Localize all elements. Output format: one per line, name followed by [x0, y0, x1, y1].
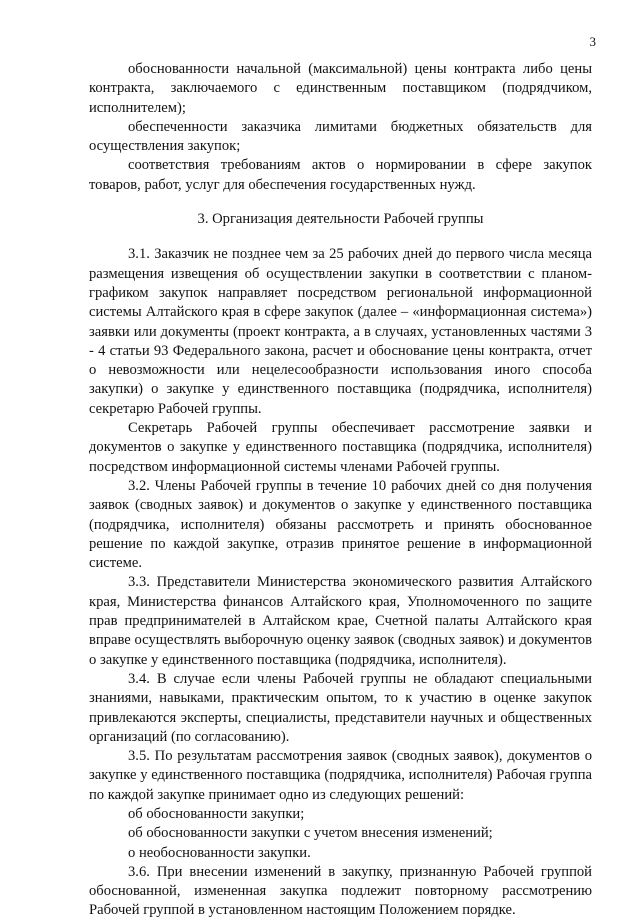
intro-paragraph: обеспеченности заказчика лимитами бюджетных обязательств для осуществления закупок;: [89, 118, 592, 155]
paragraph-3-2: 3.2. Члены Рабочей группы в течение 10 рабочих дней со дня получения заявок (сводных заявок) и документов о закупке у единственного поставщика (подрядчика, исполнителя) обязаны рассмотреть и принять обоснованное решение по каждой закупке, отразив принятое решение в информационной системе.: [89, 477, 592, 572]
decision-item: об обоснованности закупки;: [128, 805, 305, 822]
paragraph-3-3: 3.3. Представители Министерства экономического развития Алтайского края, Министерства финансов Алтайского края, Уполномоченного по защите прав предпринимателей в Алтайском крае, Счетной палаты Алтайского края вправе осуществлять выборочную оценку заявок (сводных заявок) и документов о закупке у единственного поставщика (подрядчика, исполнителя).: [89, 574, 592, 668]
intro-paragraph: соответствия требованиям актов о нормировании в сфере закупок товаров, работ, услуг для обеспечения государственных нужд.: [89, 157, 592, 193]
paragraph-3-1: 3.1. Заказчик не позднее чем за 25 рабочих дней до первого числа месяца размещения извещения об осуществлении закупки в соответствии с планом-графиком закупок направляет посредством региональной информационной системы Алтайского края в сфере закупок (далее – «информационная система») заявки или документы (проект контракта, а в случаях, установленных частями 3 - 4 статьи 93 Федерального закона, расчет и обоснование цены контракта, отчет о невозможности или нецелесообразности использования иного способа закупки) о закупке у единственного поставщика (подрядчика, исполнителя) секретарю Рабочей группы.: [89, 246, 592, 417]
intro-paragraph: обоснованности начальной (максимальной) цены контракта либо цены контракта, заключаемого с единственным поставщиком (подрядчиком, исполнителем);: [89, 61, 592, 116]
section-heading: 3. Организация деятельности Рабочей группы: [197, 211, 484, 228]
decision-item: о необоснованности закупки.: [128, 844, 311, 861]
paragraph-3-6: 3.6. При внесении изменений в закупку, признанную Рабочей группой обоснованной, измененная закупка подлежит повторному рассмотрению Рабочей группой в установленном настоящим Положением порядке.: [89, 863, 592, 919]
paragraph-secretary: Секретарь Рабочей группы обеспечивает рассмотрение заявки и документов о закупке у единственного поставщика (подрядчика, исполнителя) посредством информационной системы членами Рабочей группы.: [89, 420, 592, 475]
paragraph-3-4: 3.4. В случае если члены Рабочей группы не обладают специальными знаниями, навыками, практическим опытом, то к участию в оценке закупок привлекаются эксперты, специалисты, представители научных и общественных организаций (по согласованию).: [89, 670, 592, 745]
document-body: [89, 60, 592, 921]
paragraph-3-5: 3.5. По результатам рассмотрения заявок (сводных заявок), документов о закупке у единственного поставщика (подрядчика, исполнителя) Рабочая группа по каждой закупке принимает одно из следующих решений:: [89, 748, 592, 803]
decision-item: об обоснованности закупки с учетом внесения изменений;: [128, 825, 493, 842]
page-number: 3: [589, 34, 596, 49]
